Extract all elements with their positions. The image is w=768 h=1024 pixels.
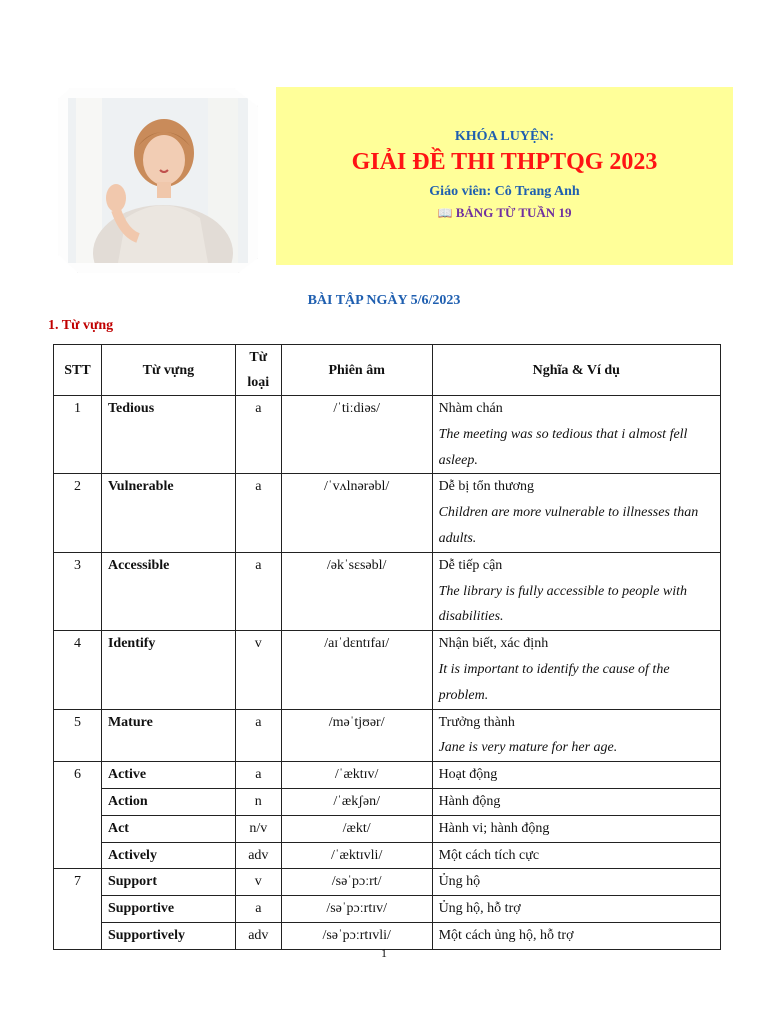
cell-word: Accessible (101, 552, 235, 630)
vocabulary-table (53, 344, 721, 950)
cell-ipa: /əkˈsɛsəbl/ (281, 552, 432, 630)
cell-ipa: /ˈvʌlnərəbl/ (281, 474, 432, 552)
cell-meaning (432, 396, 720, 474)
book-icon: 📖 (437, 206, 453, 220)
meaning-text: Dễ bị tổn thương (438, 479, 535, 495)
cell-ipa: /məˈtjʊər/ (281, 709, 432, 762)
meaning-text: Trưởng thành (438, 714, 515, 730)
cell-ipa: /ækt/ (281, 815, 432, 842)
cell-ipa: /ˈækʃən/ (281, 788, 432, 815)
week-label (276, 205, 733, 221)
teacher-photo-frame (58, 88, 258, 273)
cell-ipa: /ˈæktɪv/ (281, 762, 432, 789)
table-row (54, 631, 721, 709)
cell-meaning: Một cách tích cực (432, 842, 720, 869)
cell-meaning (432, 631, 720, 709)
table-row (54, 842, 721, 869)
cell-word: Mature (101, 709, 235, 762)
header-ipa: Phiên âm (281, 345, 432, 396)
cell-ipa: /aɪˈdɛntɪfaɪ/ (281, 631, 432, 709)
cell-ipa: /səˈpɔːrtɪv/ (281, 896, 432, 923)
table-row (54, 788, 721, 815)
cell-word: Supportively (101, 922, 235, 949)
cell-pos: adv (235, 842, 281, 869)
cell-word: Action (101, 788, 235, 815)
cell-meaning (432, 552, 720, 630)
cell-meaning: Hành động (432, 788, 720, 815)
header-pos: Từ loại (235, 345, 281, 396)
cell-meaning: Một cách ủng hộ, hỗ trợ (432, 922, 720, 949)
table-row (54, 709, 721, 762)
example-text: Jane is very mature for her age. (438, 740, 618, 756)
course-banner (276, 87, 733, 265)
cell-pos: n (235, 788, 281, 815)
cell-pos: a (235, 762, 281, 789)
cell-stt: 6 (54, 762, 102, 869)
header-stt: STT (54, 345, 102, 396)
example-text: Children are more vulnerable to illnesses than adults. (438, 505, 699, 546)
cell-word: Tedious (101, 396, 235, 474)
cell-pos: a (235, 896, 281, 923)
cell-pos: adv (235, 922, 281, 949)
cell-pos: a (235, 396, 281, 474)
cell-word: Act (101, 815, 235, 842)
table-row (54, 552, 721, 630)
cell-meaning: Ủng hộ, hỗ trợ (432, 896, 720, 923)
cell-ipa: /ˈæktɪvli/ (281, 842, 432, 869)
teacher-name: Giáo viên: Cô Trang Anh (429, 184, 580, 199)
header-meaning: Nghĩa & Ví dụ (432, 345, 720, 396)
week-label-text: BẢNG TỪ TUẦN 19 (455, 205, 572, 220)
cell-meaning: Hoạt động (432, 762, 720, 789)
cell-pos: v (235, 869, 281, 896)
course-label: KHÓA LUYỆN: (454, 129, 555, 144)
cell-pos: a (235, 552, 281, 630)
table-row (54, 474, 721, 552)
meaning-text: Nhàm chán (438, 401, 503, 416)
course-title: GIẢI ĐỀ THI THPTQG 2023 (351, 149, 658, 175)
cell-pos: n/v (235, 815, 281, 842)
cell-meaning: Ủng hộ (432, 869, 720, 896)
cell-ipa: /səˈpɔːrtɪvli/ (281, 922, 432, 949)
table-row (54, 815, 721, 842)
page-number: 1 (381, 946, 387, 960)
header-word: Từ vựng (101, 345, 235, 396)
cell-word: Active (101, 762, 235, 789)
cell-stt: 7 (54, 869, 102, 949)
cell-ipa: /ˈtiːdiəs/ (281, 396, 432, 474)
section-title: 1. Từ vựng (48, 318, 114, 333)
cell-stt: 3 (54, 552, 102, 630)
cell-meaning (432, 474, 720, 552)
example-text: The library is fully accessible to people with disabilities. (438, 583, 688, 625)
cell-word: Supportive (101, 896, 235, 923)
meaning-text: Dễ tiếp cận (438, 557, 503, 573)
example-text: The meeting was so tedious that i almost fell asleep. (438, 426, 688, 468)
cell-word: Vulnerable (101, 474, 235, 552)
cell-meaning: Hành vi; hành động (432, 815, 720, 842)
table-row (54, 869, 721, 896)
meaning-text: Nhận biết, xác định (438, 636, 549, 652)
cell-ipa: /səˈpɔːrt/ (281, 869, 432, 896)
teacher-photo (68, 98, 248, 263)
example-text: It is important to identify the cause of the problem. (438, 661, 670, 703)
cell-meaning (432, 709, 720, 762)
exercise-title: BÀI TẬP NGÀY 5/6/2023 (307, 293, 461, 308)
table-row (54, 762, 721, 789)
cell-stt: 5 (54, 709, 102, 762)
cell-stt: 4 (54, 631, 102, 709)
table-row (54, 396, 721, 474)
table-header-row (54, 345, 721, 396)
cell-stt: 2 (54, 474, 102, 552)
cell-pos: v (235, 631, 281, 709)
table-row (54, 896, 721, 923)
cell-pos: a (235, 709, 281, 762)
cell-word: Actively (101, 842, 235, 869)
cell-word: Support (101, 869, 235, 896)
teacher-photo-illustration (68, 98, 248, 263)
cell-pos: a (235, 474, 281, 552)
cell-word: Identify (101, 631, 235, 709)
cell-stt: 1 (54, 396, 102, 474)
